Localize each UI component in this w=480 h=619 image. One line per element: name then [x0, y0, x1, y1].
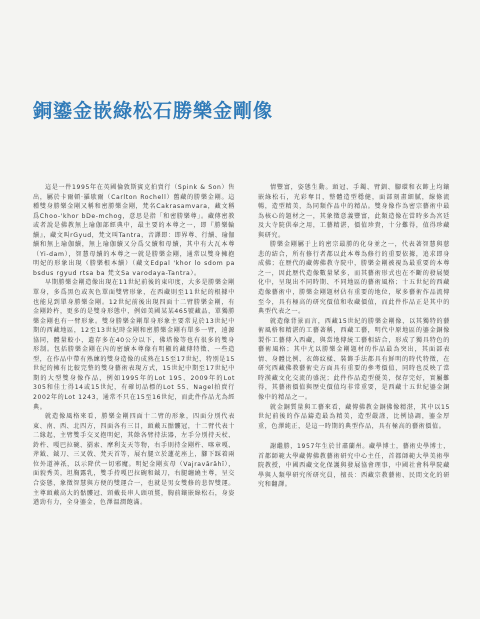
paragraph: 就造像背景而言，西藏15世紀的勝樂金剛像，以其獨特的藝術風格和精湛的工藝著稱，西藏工藝，明代中原地區的鎏金銅像製作工藝傳入西藏，與當地傳統工藝相結合，形成了獨具特色的藝術風格；其中尤以勝樂金剛題材的作品最為突出，其面部表情、身體比例、衣飾紋樣、裝飾手法都具有鮮明的時代特徵，在研究西藏佛教藝術史方面具有重要的參考價值，同時也反映了當時漢藏文化交流的盛況；此件作品造型優美，保存完好，實屬難得，其藝術價值與歷史價值均非常重要，是西藏十五世紀鎏金銅像中的精品之一。 [258, 317, 450, 402]
left-column [33, 183, 235, 508]
paragraph: 就造像風格來看，勝樂金剛四面十二臂的形象，四面分別代表東、南、西、北四方，四面各有三目，頭戴五骷髏冠，十二臂代表十二緣起，主臂雙手交叉抱明妃，其餘各臂持法器，左手分別持天杖、鈴杵、嘎巴拉碗、羂索、摩利支天等物，右手則持金剛杵、喀章嘎、斧鉞、鉞刀、三叉戟、梵天首等，展右腿立於蓮花座上，腳下踩着兩位外道神祇，以示降伏一切邪魔。明妃金剛亥母（Vajravārāhī），面貌秀美，坦胸露乳，雙手持嘎巴拉碗和鉞刀，右腿纏繞主尊，呈交合姿態，象徵智慧與方便的雙運合一，也就是男女雙修的悲智雙運。主尊頭戴高大的骷髏冠、頸戴長串人頭項鬘，胸前鑲嵌綠松石，身姿遒勁有力，全身鎏金，色澤溫潤飽滿。 [33, 413, 235, 507]
paragraph: 這是一件1995年在英國倫敦斯賓克拍賣行（Spink & Son）售出，屬於卡爾頓·羅歇爾（Carlton Rochell）舊藏的勝樂金剛。這種雙身勝樂金剛又稱和密勝樂金剛，梵名Cakrasamvara，藏文稱爲Choo-'khor bDe-mchog，意思是指「和密勝樂尊」。藏傳密教或者說是佛教無上瑜伽部經典中，最主要的本尊之一，即『勝樂輪續』，藏文叫rGyud，梵文叫Tantra，音譯即：即界尊、行續、瑜伽續和無上瑜伽續，無上瑜伽續又分爲父續和母續，其中有大瓦本尊（Yi-dam），智慧母續的本尊之一就是勝樂金剛，通常以雙身擁抱明妃的形象出現（勝樂根本續）（藏文Edpal 'khor lo sdom pa bsdus rgyud rtsa ba 梵文Sa varodaya-Tantra）。 [33, 184, 235, 277]
author-credit: 謝繼勝，1957年生於甘肅蘭州。藏學博士，藝術史學博士，首都師範大學藏傳佛教藝術研究中心主任，首都師範大學美術學院教授，中國西藏文化保護與發展協會理事，中國社會科學院藏學與人類學研究所研究員，擅長：西藏宗教藝術、民間文化的研究和翻譯。 [258, 443, 450, 489]
paragraph: 情豐富，姿態生動。頭冠、手鐲、臂釧、腳環和衣飾上均鑲嵌綠松石，光彩奪目，整體造型穩健，面部刻畫細膩，線條流暢，造型精美，為同類作品中的精品。雙身像作為密宗藝術中最為核心的題材之一，其象徵意義豐富，此類造像在當時多為宮廷及大寺院供奉之用，工藝精湛，價值珍貴，十分難得，值得珍藏與研究。 [258, 184, 450, 239]
paragraph: 就金銅質量與工藝來看，藏傳佛教金銅佛像精湛，其中以15世紀前後的作品鑄造最為精美，造型嚴謹，比例協調，鎏金厚重，色澤純正，是這一時期的典型作品，具有極高的藝術價值。 [258, 403, 450, 430]
paragraph: 勝樂金剛屬于上的密宗最勝的化身並之一，代表著智慧與慈悲的結合，所有修行者都以此本尊為修行的重要依據，追求即身成佛；在歷代的藏傳佛教寺院中，勝樂金剛被視為最重要的本尊之一，因此歷代造像數量眾多，而其藝術形式也在不斷的發展變化中，呈現出不同時期、不同地區的藝術風格；十五世紀的西藏造像藝術中，勝樂金剛題材佔有重要的地位，眾多藝術作品流傳至今，具有極高的研究價值和收藏價值，而此件作品正是其中的典型代表之一。 [258, 241, 450, 316]
right-column [258, 183, 450, 490]
paragraph: 早期勝樂金剛造像出現在11世紀前後的東印度，大多是勝樂金剛單身，多爲黑色或灰色單面雙臂形象，在西藏則至11世紀的根據中也能見到單身勝樂金剛。12世紀前後出現四面十二臂勝樂金剛，有金剛鈴杵，更多的是雙身形態中，例如美國某某465號藏品，單獨勝樂金剛也有一臂形象。雙身勝樂金剛單身形象主要常見於13世紀中期的西藏地區，12至13世紀時金剛和密勝樂金剛有單多一臂，遠源協同，體量較小，遺存多在40公分以下，佛塔像等也有很多的雙身形制。包括勝樂金剛在內的密續本尊像有明顯的藏傳特徵、一些造型，在作品中帶有熟練的雙身造像的成熟在15至17世紀，特別是15世紀的擁有比較完整的雙身藝術表現方式，15世紀中期至17世紀中期的大型雙身像作品，例如1995年的Lot 195、2009年的Lot 305和佳士得14或15世紀，有確切品標的Lot 55、Nagel拍賣行2002年的Lot 1243，通常不只在15至16世紀，而此件作品尤為經典。 [33, 279, 235, 411]
page-title: 銅鎏金嵌綠松石勝樂金剛像 [33, 100, 274, 122]
